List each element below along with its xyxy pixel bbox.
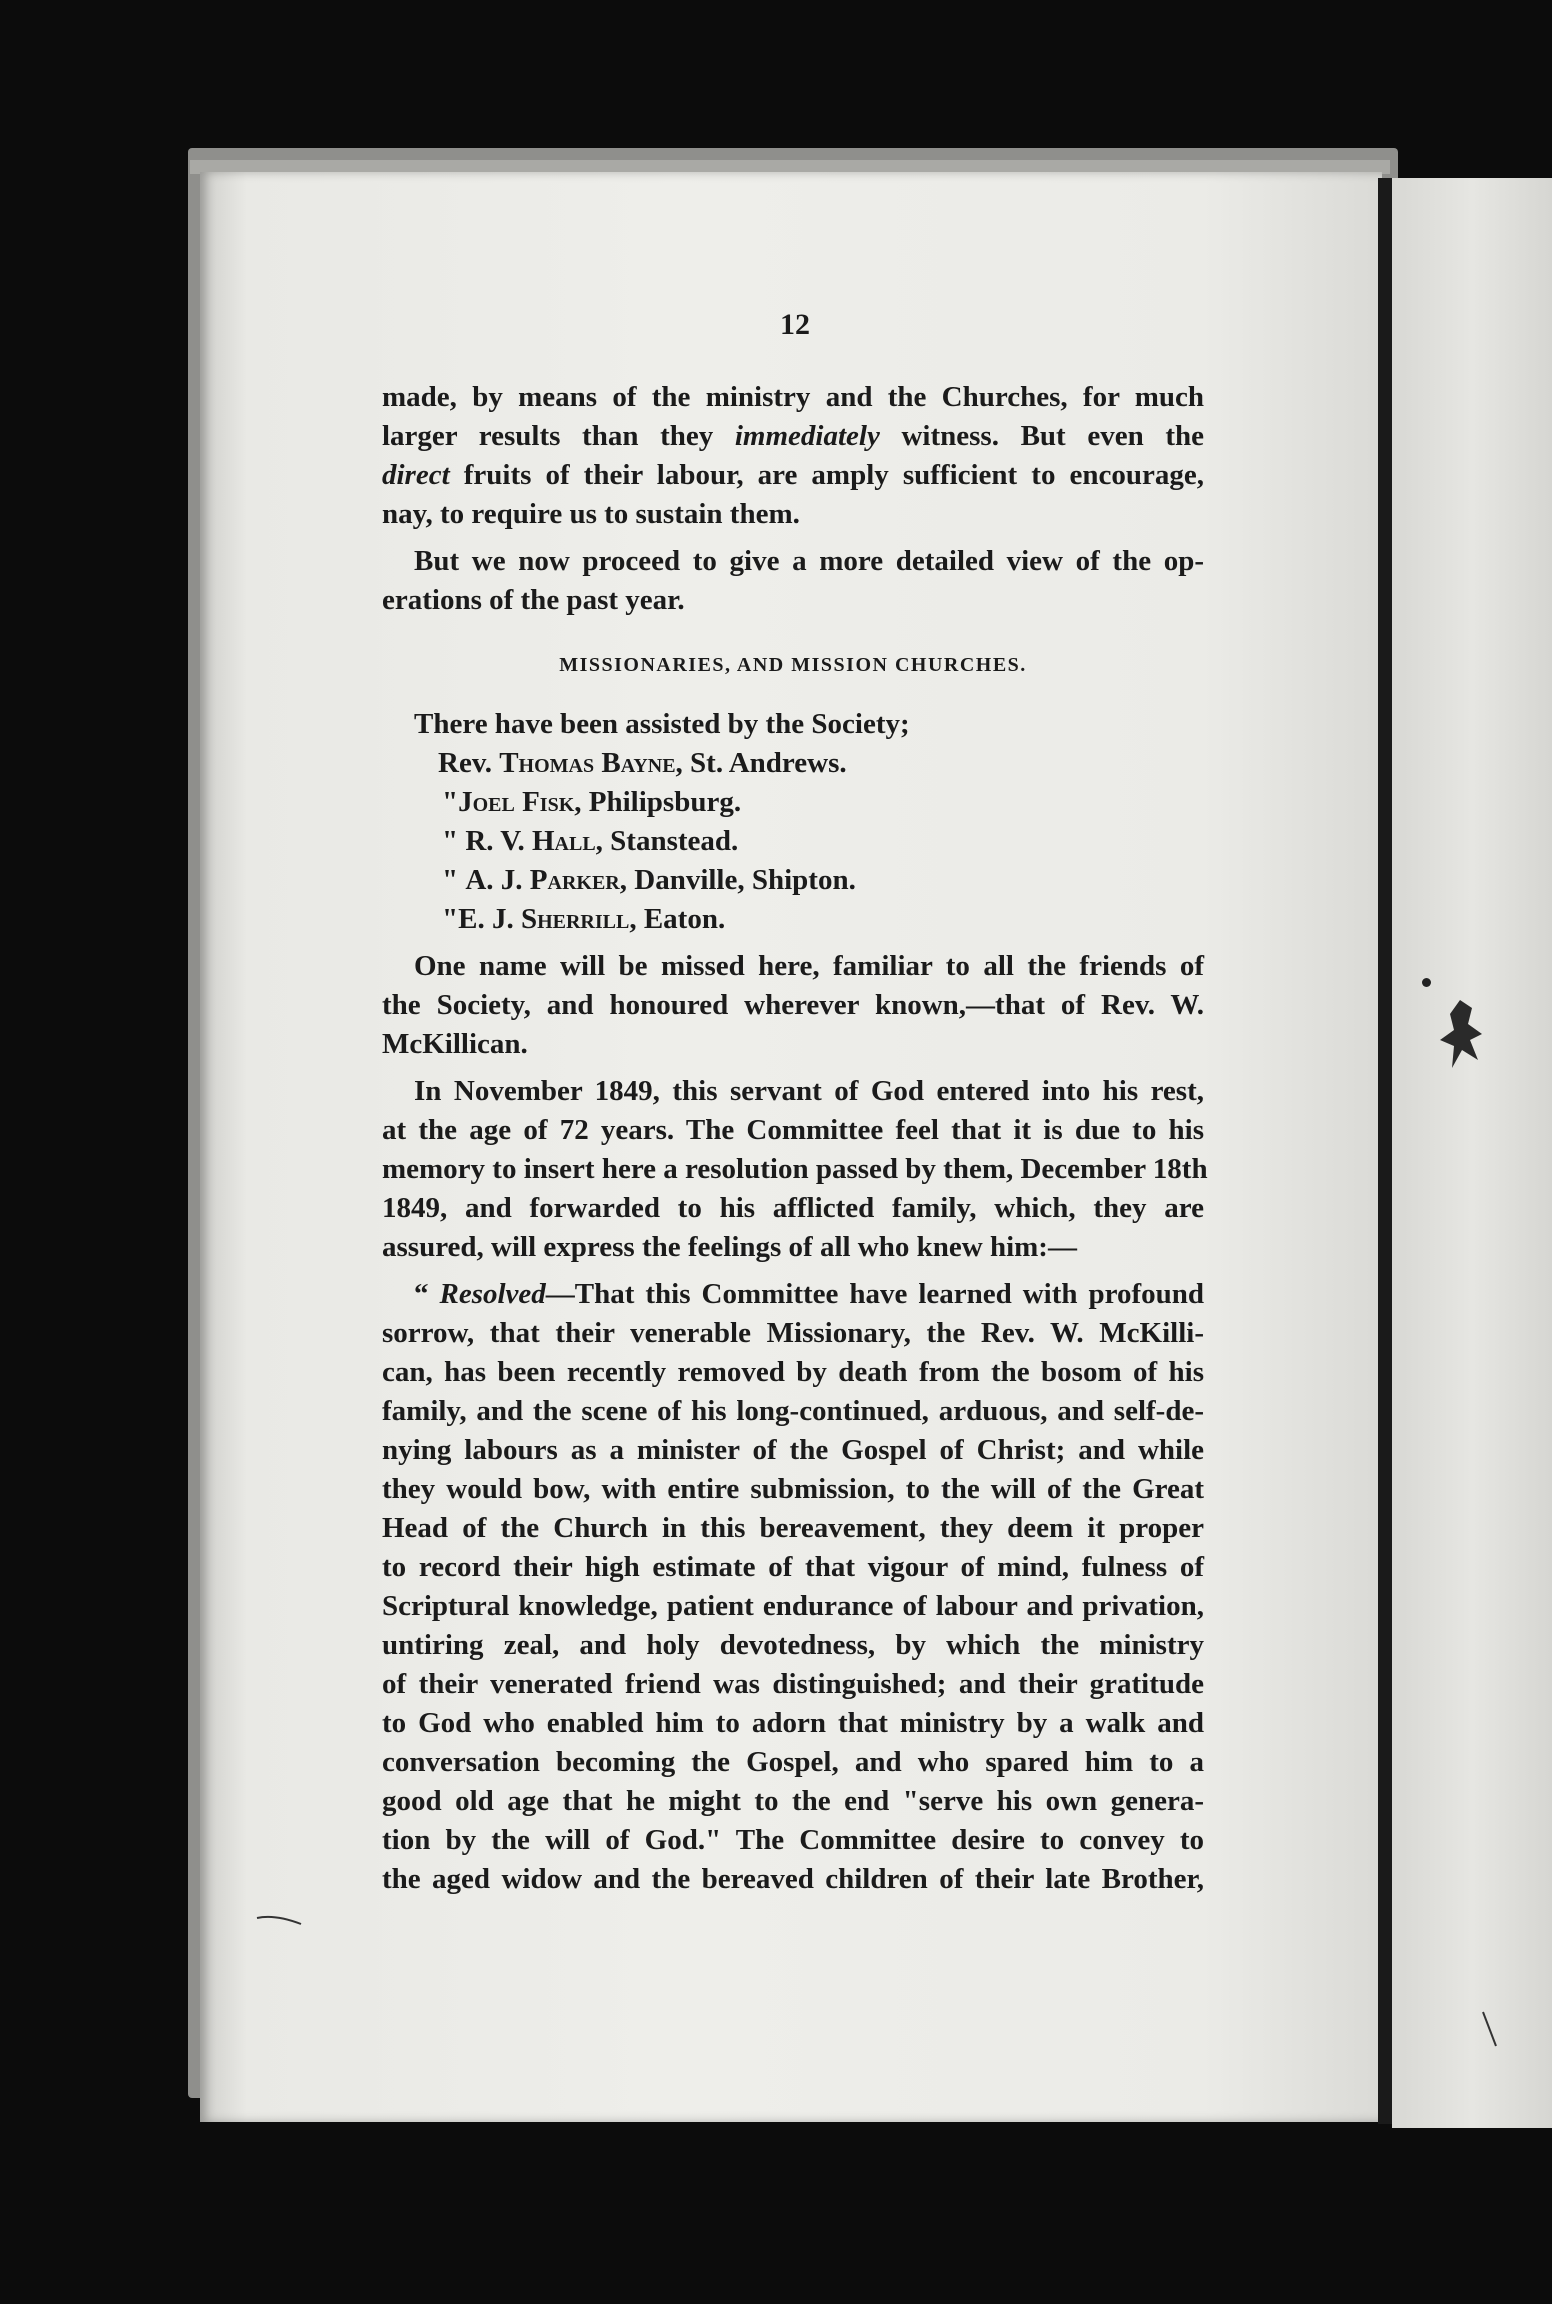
- text-line: untiring zeal, and holy devotedness, by which the ministry: [382, 1629, 1204, 1661]
- text-line: McKillican.: [382, 1028, 528, 1060]
- emphasis-immediately: immediately: [734, 420, 880, 452]
- ink-speck: [1422, 978, 1431, 987]
- list-item: " R. V. Hall, Stanstead.: [442, 825, 739, 857]
- text-line: the Society, and honoured wherever known,—that of Rev. W.: [382, 989, 1204, 1021]
- page-body: [382, 378, 1208, 1899]
- text-line: to God who enabled him to adorn that ministry by a walk and: [382, 1707, 1204, 1739]
- text-line: family, and the scene of his long-continued, arduous, and self-de-: [382, 1395, 1204, 1427]
- text-line: Head of the Church in this bereavement, they deem it proper: [382, 1512, 1204, 1544]
- adjacent-page: [1392, 178, 1552, 2128]
- ink-scratch: [255, 1910, 305, 1930]
- list-item: "Joel Fisk, Philipsburg.: [442, 786, 742, 818]
- text-line: nay, to require us to sustain them.: [382, 498, 800, 530]
- text-line: at the age of 72 years. The Committee feel that it is due to his: [382, 1114, 1204, 1146]
- text-line: erations of the past year.: [382, 584, 685, 616]
- text-line: Scriptural knowledge, patient endurance of labour and privation,: [382, 1590, 1204, 1622]
- text-line: the aged widow and the bereaved children of their late Brother,: [382, 1863, 1204, 1895]
- section-heading: MISSIONARIES, AND MISSION CHURCHES.: [559, 654, 1027, 676]
- paragraph-1: [382, 378, 1204, 534]
- book-gutter: [1378, 178, 1392, 2124]
- text-line: But we now proceed to give a more detailed view of the op-: [414, 545, 1204, 577]
- text-line: memory to insert here a resolution passed by them, December 18th: [382, 1153, 1208, 1185]
- paragraph-3: [382, 947, 1204, 1064]
- paragraph-4: [382, 1072, 1208, 1267]
- paragraph-gap: [382, 1064, 1204, 1072]
- emphasis-direct: direct: [382, 459, 450, 491]
- list-item: "E. J. Sherrill, Eaton.: [442, 903, 726, 935]
- missionary-list: [382, 705, 1204, 939]
- text-line: In November 1849, this servant of God entered into his rest,: [414, 1075, 1204, 1107]
- text-line: made, by means of the ministry and the Churches, for much: [382, 381, 1204, 413]
- list-item: Rev. Thomas Bayne, St. Andrews.: [438, 747, 847, 779]
- page-number: 12: [780, 308, 810, 341]
- resolution-label: Resolved: [439, 1278, 546, 1310]
- text-line: tion by the will of God." The Committee desire to convey to: [382, 1824, 1204, 1856]
- paragraph-gap: [382, 534, 1204, 542]
- text-line: direct fruits of their labour, are amply sufficient to encourage,: [382, 459, 1204, 491]
- text-line: conversation becoming the Gospel, and who spared him to a: [382, 1746, 1204, 1778]
- ink-scratch: [1480, 2010, 1500, 2050]
- text-line: to record their high estimate of that vigour of mind, fulness of: [382, 1551, 1204, 1583]
- paragraph-gap: [382, 939, 1204, 947]
- text-line: can, has been recently removed by death from the bosom of his: [382, 1356, 1204, 1388]
- text-line: of their venerated friend was distinguished; and their gratitude: [382, 1668, 1204, 1700]
- paragraph-gap: [382, 1267, 1204, 1275]
- ink-smudge: [1432, 990, 1502, 1080]
- text-line: assured, will express the feelings of all who knew him:—: [382, 1231, 1077, 1263]
- text-line: nying labours as a minister of the Gospel of Christ; and while: [382, 1434, 1204, 1466]
- text-line: they would bow, with entire submission, to the will of the Great: [382, 1473, 1204, 1505]
- text-line: larger results than they immediately witness. But even the: [382, 420, 1204, 452]
- text-line: One name will be missed here, familiar to all the friends of: [414, 950, 1204, 982]
- paragraph-2: [382, 542, 1204, 620]
- text-line: good old age that he might to the end "serve his own genera-: [382, 1785, 1204, 1817]
- text-line: “ Resolved—That this Committee have learned with profound: [414, 1278, 1204, 1310]
- list-intro: There have been assisted by the Society;: [414, 708, 910, 740]
- list-item: " A. J. Parker, Danville, Shipton.: [442, 864, 856, 896]
- text-line: sorrow, that their venerable Missionary, the Rev. W. McKilli-: [382, 1317, 1204, 1349]
- resolution-paragraph: [382, 1275, 1204, 1899]
- text-line: 1849, and forwarded to his afflicted family, which, they are: [382, 1192, 1204, 1224]
